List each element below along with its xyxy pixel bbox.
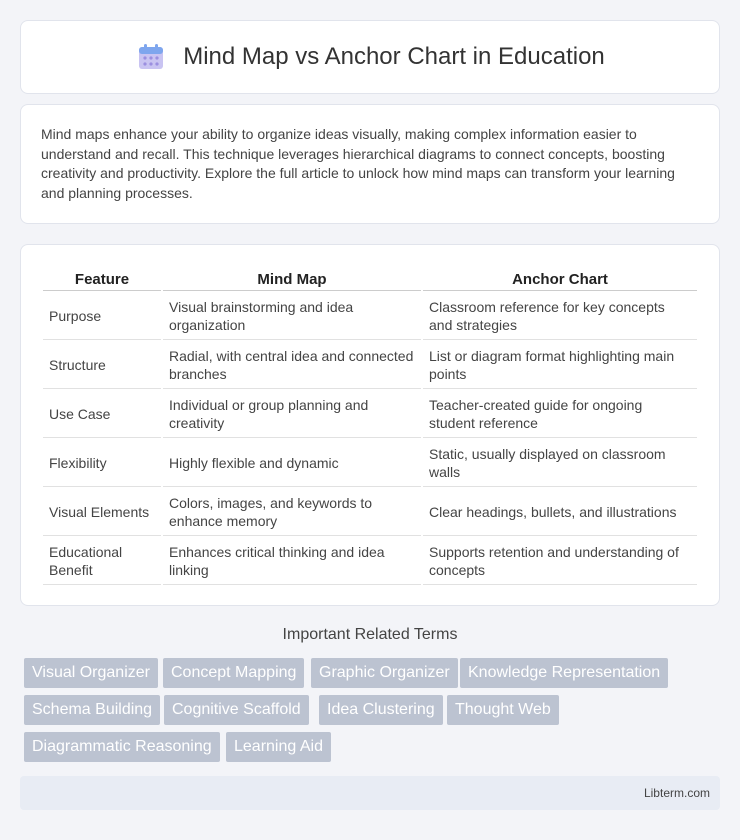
table-cell-mind-map: Colors, images, and keywords to enhance memory [163,489,421,536]
term-tag-idea-clustering[interactable]: Idea Clustering [319,695,443,725]
intro-text: Mind maps enhance your ability to organize ideas visually, making complex information easier to understand and recall. This technique leverages hierarchical diagrams to connect concepts, boosting creativity and productivity. Explore the full article to unlock how mind maps can transform your learning and planning processes. [41,126,675,201]
term-tag-schema-building[interactable]: Schema Building [24,695,160,725]
footer [20,776,720,810]
footer-site-link[interactable]: Libterm.com [643,786,710,800]
table-cell-mind-map: Visual brainstorming and idea organization [163,293,421,340]
table-cell-mind-map: Individual or group planning and creativity [163,391,421,438]
table-cell-feature: Educational Benefit [43,538,161,585]
column-header-mind-map: Mind Map [163,265,421,291]
table-cell-feature: Visual Elements [43,489,161,536]
intro-card [20,104,720,224]
table-header-row [43,265,697,291]
table-cell-anchor-chart: Supports retention and understanding of concepts [423,538,697,585]
comparison-table [41,263,699,587]
term-tag-cognitive-scaffold[interactable]: Cognitive Scaffold [164,695,309,725]
table-cell-anchor-chart: List or diagram format highlighting main points [423,342,697,389]
table-cell-anchor-chart: Teacher-created guide for ongoing student reference [423,391,697,438]
page-title: Mind Map vs Anchor Chart in Education [183,43,605,70]
term-tag-concept-mapping[interactable]: Concept Mapping [163,658,304,688]
comparison-table-card [20,244,720,606]
table-row [43,342,697,389]
term-tag-graphic-organizer[interactable]: Graphic Organizer [311,658,458,688]
table-cell-mind-map: Highly flexible and dynamic [163,440,421,487]
table-cell-feature: Structure [43,342,161,389]
table-cell-feature: Purpose [43,293,161,340]
table-cell-anchor-chart: Clear headings, bullets, and illustrations [423,489,697,536]
table-cell-feature: Use Case [43,391,161,438]
calendar-icon [135,41,167,73]
column-header-feature: Feature [43,265,161,291]
table-row [43,489,697,536]
table-row [43,391,697,438]
table-cell-mind-map: Enhances critical thinking and idea linking [163,538,421,585]
header-inner [135,41,605,73]
term-tag-learning-aid[interactable]: Learning Aid [226,732,331,762]
table-row [43,538,697,585]
term-tag-thought-web[interactable]: Thought Web [447,695,559,725]
table-row [43,440,697,487]
term-tag-diagrammatic-reasoning[interactable]: Diagrammatic Reasoning [24,732,220,762]
table-row [43,293,697,340]
column-header-anchor-chart: Anchor Chart [423,265,697,291]
term-tag-visual-organizer[interactable]: Visual Organizer [24,658,158,688]
term-tag-knowledge-representation[interactable]: Knowledge Representation [460,658,668,688]
header-card [20,20,720,94]
table-cell-mind-map: Radial, with central idea and connected branches [163,342,421,389]
table-cell-anchor-chart: Classroom reference for key concepts and strategies [423,293,697,340]
related-terms-title: Important Related Terms [282,626,458,643]
table-cell-feature: Flexibility [43,440,161,487]
table-cell-anchor-chart: Static, usually displayed on classroom walls [423,440,697,487]
